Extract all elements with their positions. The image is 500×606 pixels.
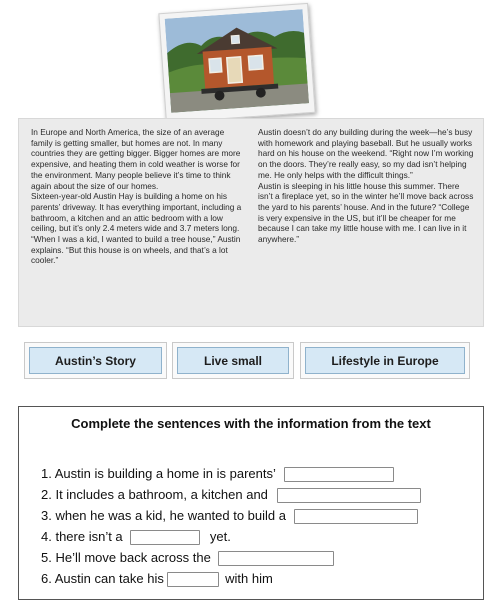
question-text: 1. Austin is building a home in is parents’ [41,466,276,481]
question-2 [41,486,421,504]
title-option-label: Lifestyle in Europe [305,347,465,374]
title-option-austins-story[interactable] [24,342,167,379]
article-column-left [31,127,248,320]
question-text-after: with him [225,571,273,586]
title-option-label: Live small [177,347,289,374]
question-text: 6. Austin can take his [41,571,164,586]
answer-blank-1[interactable] [284,467,394,482]
article-paragraph: Sixteen-year-old Austin Hay is building a home on his parents’ driveway. It has everything important, including a bathroom, a kitchen and an attic bedroom with a low ceiling, but it’s only 2.4 meters wide and 3.7 meters long. [31,191,242,234]
answer-blank-5[interactable] [218,551,334,566]
article-text [18,118,484,327]
answer-blank-3[interactable] [294,509,418,524]
title-option-label: Austin’s Story [29,347,162,374]
tiny-house-photo [158,3,315,123]
question-6 [41,570,273,588]
article-paragraph: Austin doesn’t do any building during the week—he’s busy with homework and playing baseball. But he usually works hard on his house on the weekend. “Right now I’m working on the doors. They’re really easy, so my dad isn’t helping me. He only helps with the difficult things.” [258,127,474,180]
question-text: 5. He’ll move back across the [41,550,211,565]
exercise-panel [18,406,484,600]
question-text: 3. when he was a kid, he wanted to build a [41,508,286,523]
question-1 [41,465,394,483]
question-4 [41,528,231,546]
title-option-lifestyle-in-europe[interactable] [300,342,470,379]
question-5 [41,549,334,567]
answer-blank-6[interactable] [167,572,219,587]
article-paragraph: In Europe and North America, the size of an average family is getting smaller, but homes are not. In many countries they are getting bigger. Bigger homes are more expensive, and heating them in cold weather is worse for the environment. Many people believe it’s time to think again about the size of our homes. [31,127,241,191]
article-paragraph: “When I was a kid, I wanted to build a tree house,” Austin explains. “But this house is on wheels, and that’s a lot cooler.” [31,234,241,266]
question-3 [41,507,418,525]
answer-blank-2[interactable] [277,488,421,503]
exercise-heading: Complete the sentences with the information from the text [71,416,431,431]
article-paragraph: Austin is sleeping in his little house this summer. There isn’t a fireplace yet, so in the winter he’ll move back across the yard to his parents’ house. And in the future? “College is very expensive in the US, but it’ll be cheaper for me because I can take my little house with me. I can live in it anywhere.” [258,180,474,245]
question-text: 2. It includes a bathroom, a kitchen and [41,487,268,502]
title-option-live-small[interactable] [172,342,294,379]
question-text-after: yet. [209,529,231,544]
answer-blank-4[interactable] [130,530,200,545]
article-column-right [258,127,475,320]
question-text: 4. there isn’t a [41,529,123,544]
tiny-house-image [165,9,309,112]
